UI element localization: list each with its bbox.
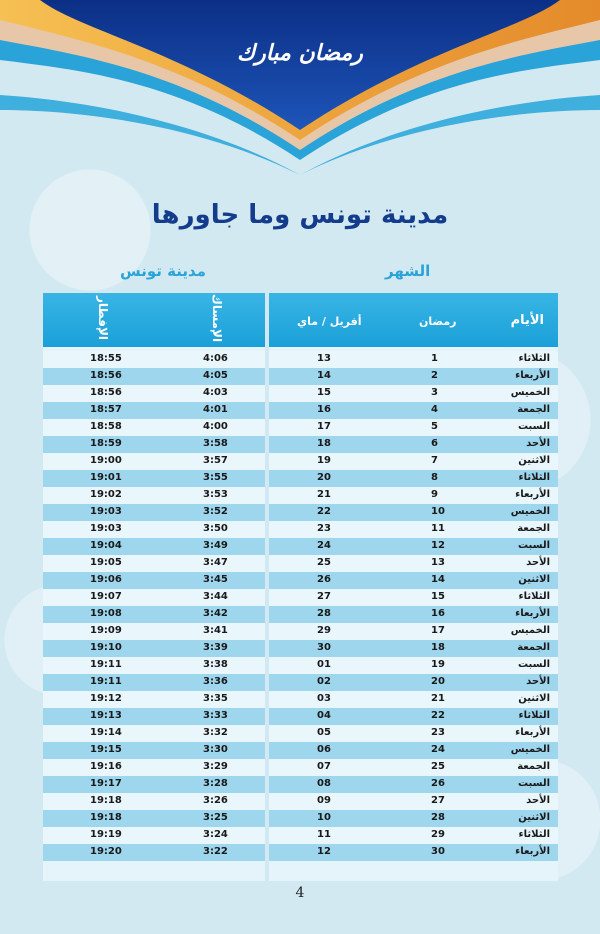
imsak-time: 3:49 [203,540,228,551]
imsak-time: 3:33 [203,710,228,721]
iftar-time: 19:00 [90,455,122,466]
gregorian-day: 08 [317,778,331,789]
iftar-time: 19:03 [90,523,122,534]
weekday: الثلاثاء [518,591,550,602]
weekday: الخميس [510,387,550,398]
imsak-time: 4:05 [203,370,228,381]
iftar-time: 19:01 [90,472,122,483]
weekday: الجمعة [517,761,550,772]
gregorian-day: 06 [317,744,331,755]
table-row [269,776,558,793]
gregorian-day: 11 [317,829,331,840]
table-row [43,640,265,657]
ramadan-day: 23 [431,727,445,738]
table-header [269,293,558,347]
gregorian-day: 02 [317,676,331,687]
iftar-time: 19:11 [90,659,122,670]
ramadan-day: 10 [431,506,445,517]
table-row [43,742,265,759]
weekday: الثلاثاء [518,710,550,721]
ramadan-day: 29 [431,829,445,840]
imsak-time: 3:38 [203,659,228,670]
iftar-time: 19:03 [90,506,122,517]
table-row [43,368,265,385]
table-row [43,606,265,623]
imsak-time: 3:57 [203,455,228,466]
ramadan-day: 13 [431,557,445,568]
table-row [269,623,558,640]
table-row [43,793,265,810]
weekday: الأحد [526,557,550,568]
ramadan-day: 6 [431,438,438,449]
times-rows [43,351,265,861]
table-row [269,470,558,487]
iftar-time: 19:08 [90,608,122,619]
iftar-time: 18:58 [90,421,122,432]
iftar-time: 19:11 [90,676,122,687]
ramadan-day: 18 [431,642,445,653]
gregorian-day: 23 [317,523,331,534]
table-row [269,657,558,674]
weekday: السبت [517,659,550,670]
table-row [43,538,265,555]
weekday: الأحد [526,676,550,687]
table-row [269,691,558,708]
gregorian-day: 28 [317,608,331,619]
table-row [269,742,558,759]
iftar-time: 18:59 [90,438,122,449]
gregorian-day: 13 [317,353,331,364]
ramadan-day: 25 [431,761,445,772]
table-row [269,759,558,776]
prayer-times-table [43,293,265,881]
table-row [43,674,265,691]
imsak-time: 3:32 [203,727,228,738]
iftar-header: الإفطار [96,295,111,341]
ramadan-day: 9 [431,489,438,500]
gregorian-day: 27 [317,591,331,602]
page-title: مدينة تونس وما جاورها [151,200,449,230]
iftar-time: 19:17 [90,778,122,789]
gregorian-day: 09 [317,795,331,806]
table-row [269,538,558,555]
imsak-time: 3:24 [203,829,228,840]
weekday: الاثنين [518,455,550,466]
gregorian-day: 12 [317,846,331,857]
table-row [269,385,558,402]
table-row [269,589,558,606]
weekday: الأحد [526,438,550,449]
ramadan-day: 24 [431,744,445,755]
ramadan-day: 1 [431,353,438,364]
ramadan-day: 20 [431,676,445,687]
table-row [269,793,558,810]
table-row [43,521,265,538]
weekday: الأربعاء [515,489,550,500]
table-header [43,293,265,347]
gregorian-day: 25 [317,557,331,568]
imsak-time: 3:30 [203,744,228,755]
gregorian-day: 01 [317,659,331,670]
table-row [43,555,265,572]
gregorian-day: 26 [317,574,331,585]
table-row [43,623,265,640]
weekday: الاثنين [518,574,550,585]
imsak-time: 4:01 [203,404,228,415]
imsak-time: 3:39 [203,642,228,653]
ramadan-day: 26 [431,778,445,789]
iftar-time: 19:16 [90,761,122,772]
weekday: الجمعة [517,404,550,415]
ramadan-day: 28 [431,812,445,823]
gregorian-day: 30 [317,642,331,653]
ramadan-day: 3 [431,387,438,398]
iftar-time: 18:56 [90,387,122,398]
iftar-time: 18:55 [90,353,122,364]
table-row [43,470,265,487]
gregorian-day: 10 [317,812,331,823]
table-row [43,844,265,861]
table-row [43,691,265,708]
imsak-time: 3:36 [203,676,228,687]
gregorian-day: 20 [317,472,331,483]
ramadan-day: 17 [431,625,445,636]
month-label: الشهر [385,262,431,280]
imsak-time: 3:44 [203,591,228,602]
ramadan-header: رمضان [419,315,457,328]
gregorian-day: 04 [317,710,331,721]
gregorian-day: 07 [317,761,331,772]
gregorian-day: 24 [317,540,331,551]
weekday: الأحد [526,795,550,806]
imsak-time: 3:45 [203,574,228,585]
weekday: الأربعاء [515,608,550,619]
table-row [43,708,265,725]
table-row [269,606,558,623]
imsak-time: 3:50 [203,523,228,534]
gregorian-day: 16 [317,404,331,415]
ramadan-day: 14 [431,574,445,585]
weekday: الثلاثاء [518,829,550,840]
imsak-time: 3:29 [203,761,228,772]
table-row [269,419,558,436]
ramadan-day: 21 [431,693,445,704]
days-header: الأيام [510,313,544,328]
table-row [43,504,265,521]
table-row [43,759,265,776]
table-row [43,572,265,589]
imsak-time: 3:28 [203,778,228,789]
gregorian-day: 15 [317,387,331,398]
gregorian-day: 29 [317,625,331,636]
gregorian-day: 19 [317,455,331,466]
ramadan-day: 8 [431,472,438,483]
iftar-time: 19:04 [90,540,122,551]
table-row [43,810,265,827]
imsak-time: 3:41 [203,625,228,636]
iftar-time: 19:02 [90,489,122,500]
gregorian-day: 17 [317,421,331,432]
gregorian-day: 03 [317,693,331,704]
ramadan-header-banner [0,0,600,200]
imsak-time: 3:42 [203,608,228,619]
imsak-time: 3:53 [203,489,228,500]
iftar-time: 19:07 [90,591,122,602]
ramadan-day: 12 [431,540,445,551]
table-row [269,402,558,419]
table-row [43,385,265,402]
dates-table [269,293,558,881]
iftar-time: 19:13 [90,710,122,721]
weekday: الأربعاء [515,370,550,381]
table-row [269,844,558,861]
weekday: الاثنين [518,812,550,823]
weekday: الجمعة [517,523,550,534]
april-may-header: أفريل / ماي [297,315,362,328]
table-row [269,674,558,691]
weekday: الخميس [510,625,550,636]
gregorian-day: 05 [317,727,331,738]
table-row [269,555,558,572]
iftar-time: 19:12 [90,693,122,704]
table-row [269,572,558,589]
gregorian-day: 22 [317,506,331,517]
table-row [269,521,558,538]
gregorian-day: 14 [317,370,331,381]
weekday: السبت [517,778,550,789]
imsak-header: الإمساك [210,293,225,343]
ramadan-day: 5 [431,421,438,432]
imsak-time: 3:25 [203,812,228,823]
table-row [43,402,265,419]
ramadan-day: 4 [431,404,438,415]
table-row [43,453,265,470]
gregorian-day: 21 [317,489,331,500]
weekday: الثلاثاء [518,472,550,483]
ramadan-day: 27 [431,795,445,806]
table-row [269,708,558,725]
ramadan-day: 15 [431,591,445,602]
iftar-time: 19:18 [90,795,122,806]
imsak-time: 3:52 [203,506,228,517]
dates-rows [269,351,558,861]
iftar-time: 18:57 [90,404,122,415]
table-row [43,436,265,453]
table-row [269,504,558,521]
ramadan-day: 30 [431,846,445,857]
city-label: مدينة تونس [120,262,206,280]
weekday: الأربعاء [515,727,550,738]
table-row [269,368,558,385]
table-row [269,827,558,844]
weekday: السبت [517,540,550,551]
table-row [43,419,265,436]
table-row [43,776,265,793]
imsak-time: 3:35 [203,693,228,704]
ramadan-day: 19 [431,659,445,670]
weekday: الجمعة [517,642,550,653]
table-row [269,436,558,453]
table-row [269,351,558,368]
gregorian-day: 18 [317,438,331,449]
iftar-time: 19:10 [90,642,122,653]
iftar-time: 19:15 [90,744,122,755]
weekday: الخميس [510,744,550,755]
table-row [43,827,265,844]
table-row [43,657,265,674]
imsak-time: 4:03 [203,387,228,398]
weekday: الأربعاء [515,846,550,857]
ramadan-day: 16 [431,608,445,619]
table-row [43,487,265,504]
iftar-time: 19:05 [90,557,122,568]
logo-text: رمضان مبارك [237,41,363,66]
iftar-time: 18:56 [90,370,122,381]
weekday: الاثنين [518,693,550,704]
ramadan-day: 11 [431,523,445,534]
imsak-time: 3:58 [203,438,228,449]
table-row [43,589,265,606]
imsak-time: 3:55 [203,472,228,483]
table-row [43,351,265,368]
table-row [43,725,265,742]
weekday: الثلاثاء [518,353,550,364]
table-row [269,453,558,470]
imsak-time: 4:06 [203,353,228,364]
ramadan-day: 22 [431,710,445,721]
iftar-time: 19:19 [90,829,122,840]
ramadan-day: 7 [431,455,438,466]
imsak-time: 4:00 [203,421,228,432]
table-row [269,725,558,742]
iftar-time: 19:09 [90,625,122,636]
weekday: السبت [517,421,550,432]
iftar-time: 19:06 [90,574,122,585]
imsak-time: 3:22 [203,846,228,857]
weekday: الخميس [510,506,550,517]
table-row [269,810,558,827]
page-number: 4 [295,885,305,901]
imsak-time: 3:26 [203,795,228,806]
table-row [269,487,558,504]
imsak-time: 3:47 [203,557,228,568]
ramadan-day: 2 [431,370,438,381]
table-row [269,640,558,657]
iftar-time: 19:14 [90,727,122,738]
iftar-time: 19:18 [90,812,122,823]
iftar-time: 19:20 [90,846,122,857]
